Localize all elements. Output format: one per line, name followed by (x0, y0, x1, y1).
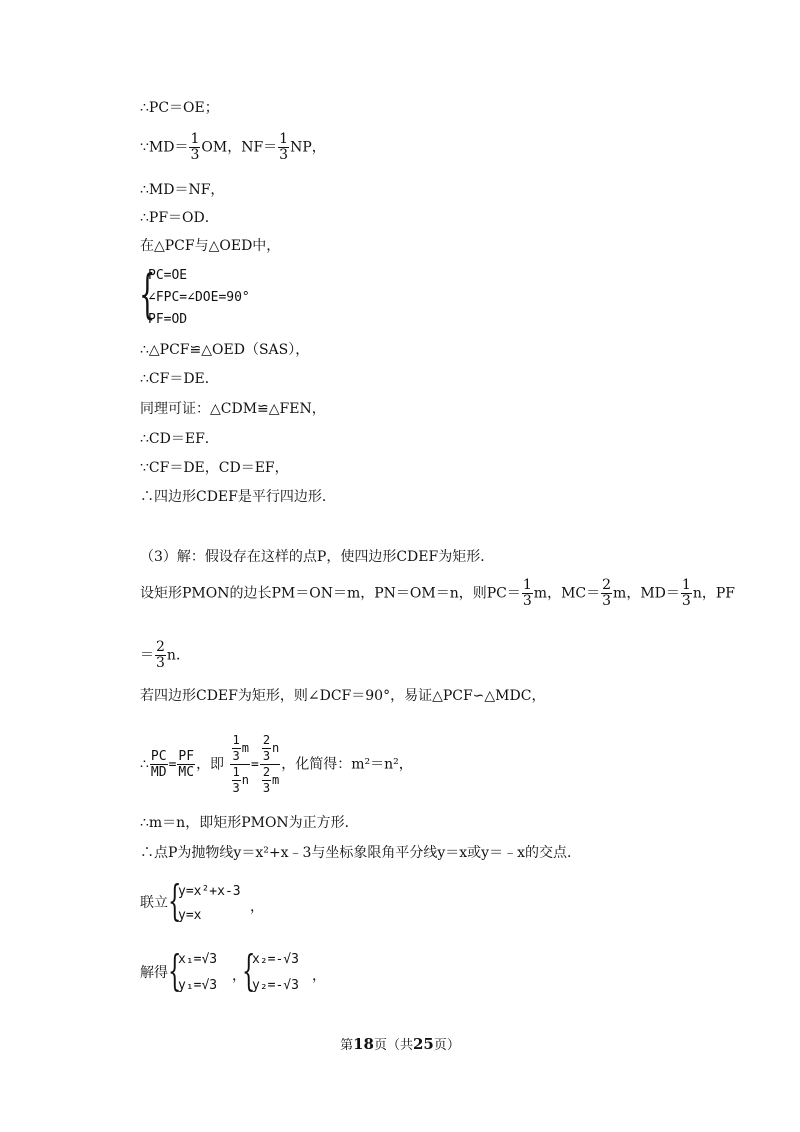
fraction-one-third: $\frac{1}{3}$ (232, 765, 240, 795)
text: 设矩形PMON的边长PM＝ON＝m，PN＝OM＝n，则PC＝ (140, 585, 521, 602)
system-line: ∠FPC=∠DOE=90° (148, 290, 250, 305)
system-line: y₂=-√3 (252, 978, 299, 993)
text: n，PF (692, 585, 735, 602)
system-line: PF=OD (148, 312, 188, 327)
system-brace: { (168, 876, 182, 925)
proof-line-14 (140, 640, 190, 671)
fraction-one-third: $\frac{1}{3}$ (522, 577, 532, 609)
system-line: y=x²+x-3 (178, 884, 241, 899)
page-footer: 第18页（共25页） (340, 1035, 460, 1053)
proof-line-4: ∴PF＝OD． (140, 210, 219, 226)
text: ∵MD＝ (140, 139, 189, 156)
compound-fraction-right: $\frac{2}{3}$ n $\frac{2}{3}$ m (260, 733, 280, 796)
equals: = (168, 757, 177, 773)
system-brace: { (242, 946, 256, 995)
punctuation: ， (250, 899, 264, 915)
fraction-one-third: $\frac{1}{3}$ (190, 131, 200, 163)
proof-line-6: ∴△PCF≌△OED（SAS）， (140, 342, 310, 358)
system-line: x₂=-√3 (252, 952, 299, 967)
part3-heading: （3）解：假设存在这样的点P，使四边形CDEF为矩形． (140, 549, 495, 565)
system-brace: { (139, 265, 156, 325)
fraction-one-third: $\frac{1}{3}$ (232, 733, 240, 763)
proof-line-1: ∴PC＝OE； (140, 100, 219, 116)
fraction-pc-md: $\frac{PC}{MD}$ (150, 749, 167, 780)
fraction-pf-mc: $\frac{PF}{MC}$ (178, 749, 195, 780)
proof-line-13 (140, 578, 735, 609)
page-number: 18 (353, 1035, 374, 1053)
fraction-two-thirds: $\frac{2}{3}$ (602, 577, 612, 609)
proof-line-16 (140, 733, 413, 796)
text: m，MD＝ (613, 585, 680, 602)
proof-line-7: ∴CF＝DE． (140, 371, 219, 387)
system-line: y=x (178, 908, 202, 923)
fraction-two-thirds: $\frac{2}{3}$ (262, 733, 271, 763)
text: ，即 (196, 756, 225, 773)
fraction-two-thirds: $\frac{2}{3}$ (262, 765, 271, 795)
text: m，MC＝ (533, 585, 601, 602)
text: n． (166, 647, 190, 664)
proof-line-17: ∴m＝n，即矩形PMON为正方形． (140, 815, 359, 831)
compound-fraction-left: $\frac{1}{3}$ m $\frac{1}{3}$ n (230, 733, 250, 796)
system-brace: { (168, 946, 182, 995)
text: ，化简得：m²＝n²， (281, 756, 413, 773)
punctuation: ， (232, 968, 246, 984)
total-pages: 25 (413, 1035, 434, 1053)
proof-line-11: ∴四边形CDEF是平行四边形． (140, 489, 336, 505)
proof-line-2 (140, 132, 326, 163)
system-line: PC=OE (148, 268, 188, 283)
fraction-two-thirds: $\frac{2}{3}$ (156, 639, 165, 671)
proof-line-18: ∴点P为抛物线y＝x²+x﹣3与坐标象限角平分线y＝x或y＝﹣x的交点． (140, 845, 581, 861)
proof-line-9: ∴CD＝EF． (140, 431, 219, 447)
text: NP， (290, 139, 326, 156)
fraction-one-third: $\frac{1}{3}$ (681, 577, 691, 609)
text: OM，NF＝ (201, 139, 278, 156)
system-line: y₁=√3 (178, 978, 218, 993)
system-line: x₁=√3 (178, 952, 218, 967)
fraction-one-third: $\frac{1}{3}$ (279, 131, 289, 163)
equals: = (250, 757, 259, 773)
proof-line-15: 若四边形CDEF为矩形，则∠DCF＝90°，易证△PCF∽△MDC， (140, 688, 546, 704)
proof-line-5: 在△PCF与△OED中， (140, 238, 281, 254)
proof-line-20-label: 解得 (140, 965, 168, 981)
text: ∴ (140, 756, 149, 773)
proof-line-3: ∴MD＝NF， (140, 182, 225, 198)
punctuation: ， (312, 968, 326, 984)
proof-line-19-label: 联立 (140, 895, 168, 911)
proof-line-8: 同理可证：△CDM≌△FEN， (140, 401, 326, 417)
text: ＝ (140, 647, 154, 664)
proof-line-10: ∵CF＝DE，CD＝EF， (140, 460, 289, 476)
